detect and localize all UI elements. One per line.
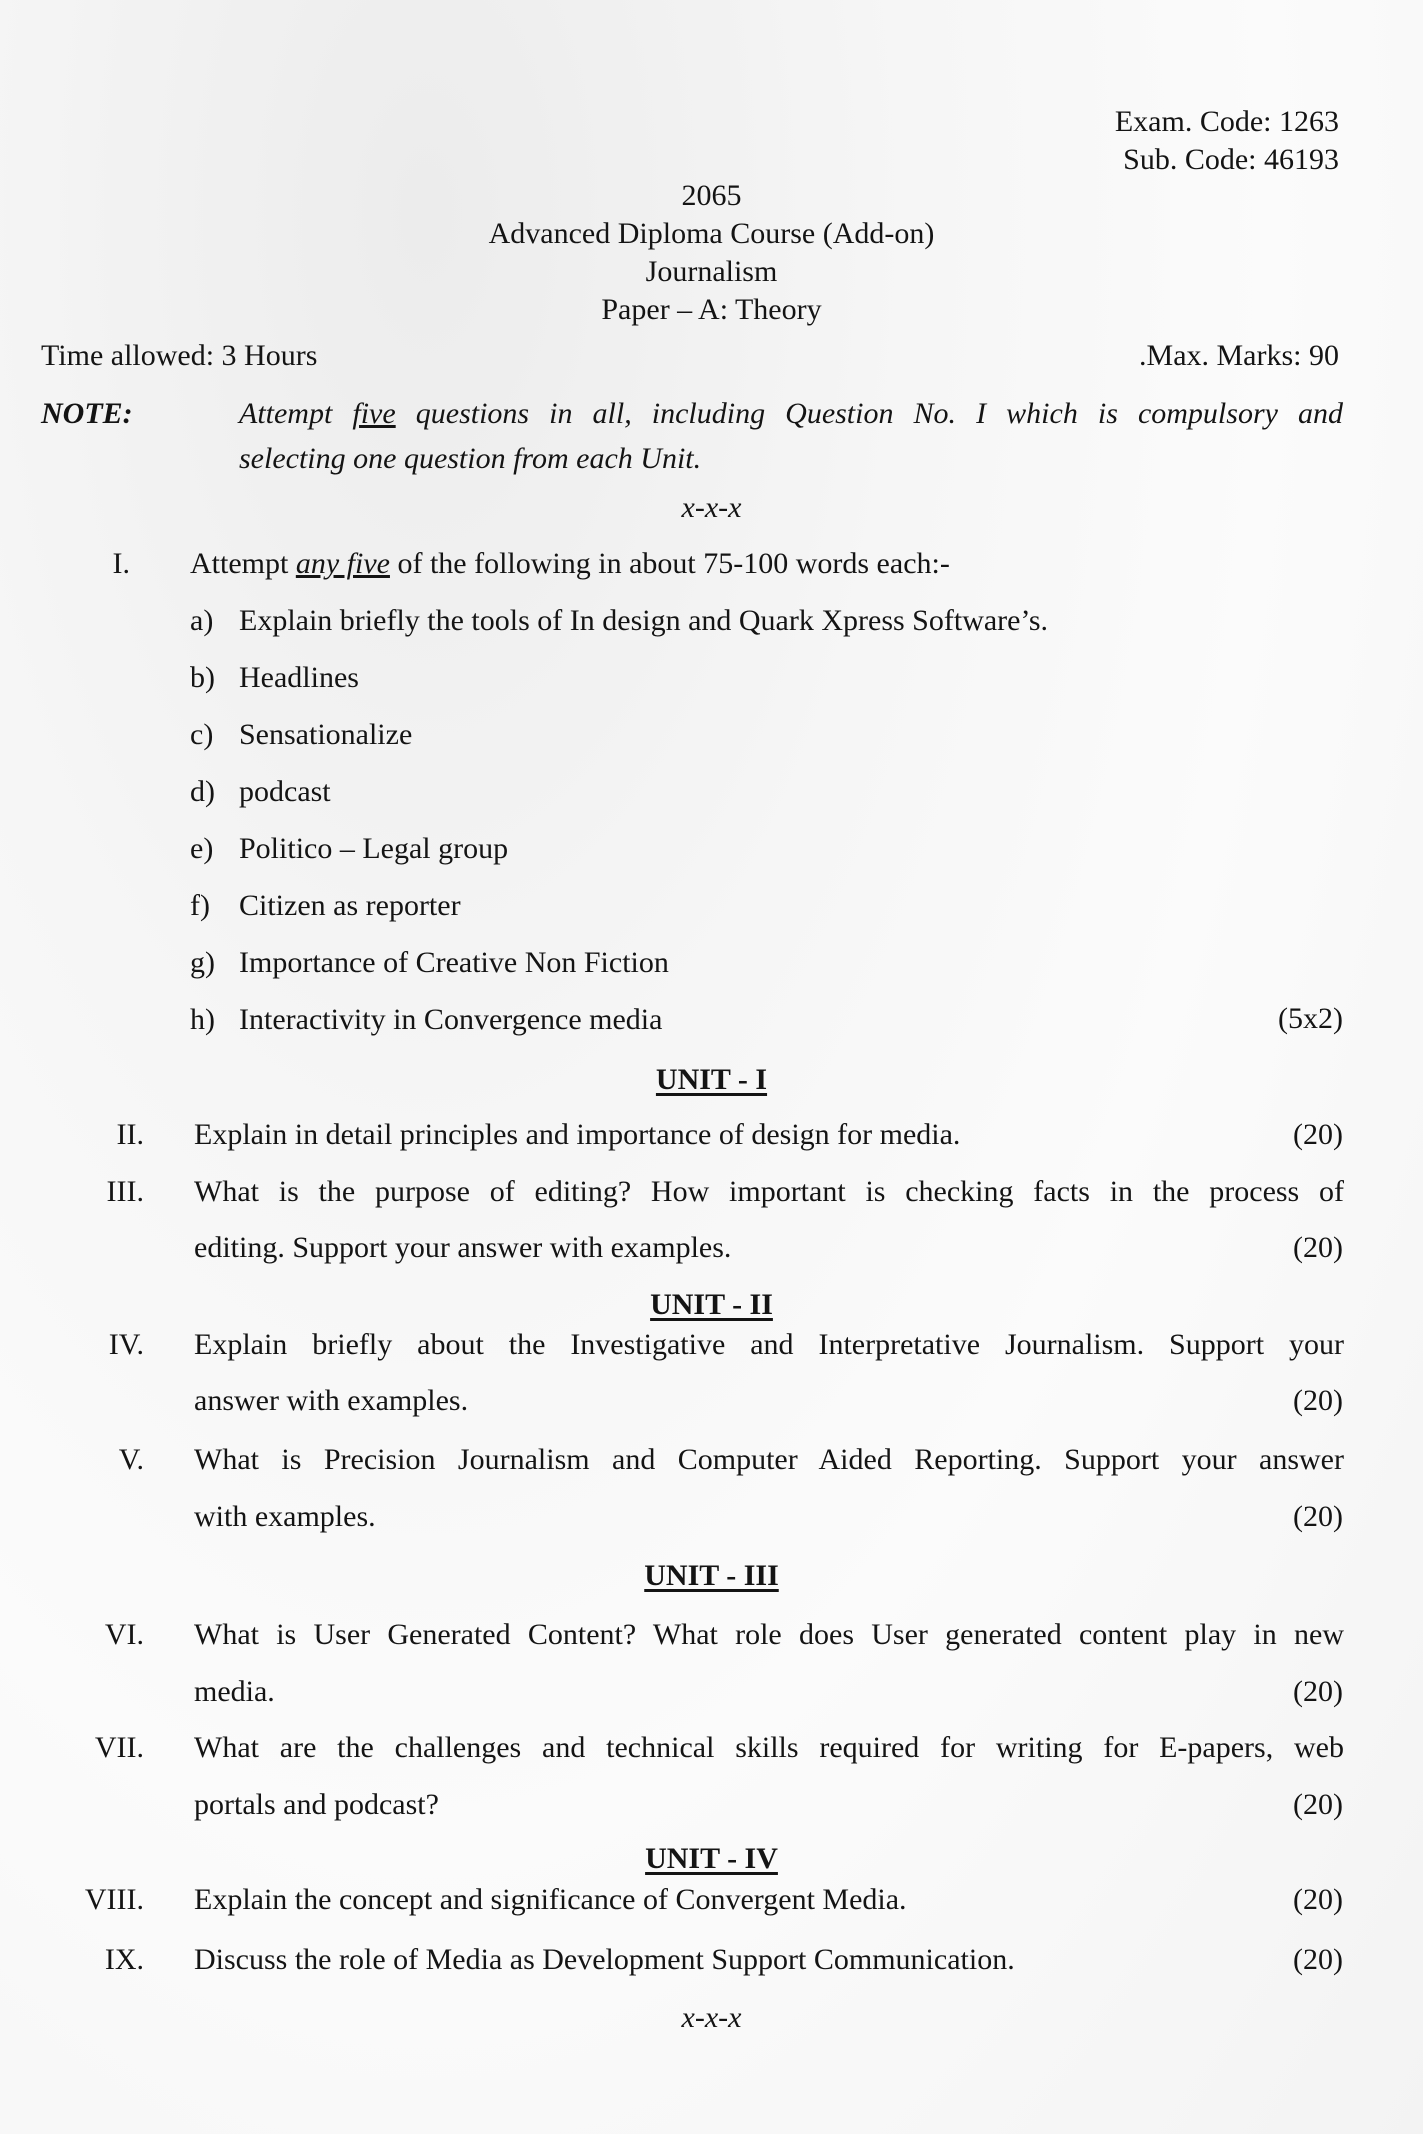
item-label: e) (190, 832, 214, 865)
note-line-1 (239, 396, 1343, 432)
paper-title: Paper – A: Theory (601, 293, 822, 326)
separator: x-x-x (681, 491, 742, 524)
note-label: NOTE: (41, 397, 133, 430)
question-text: What is the purpose of editing? How important is checking facts in the process of (194, 1175, 1344, 1208)
note-emphasis: five (352, 397, 396, 430)
question-text: Explain in detail principles and importance of design for media. (194, 1118, 961, 1151)
max-marks: .Max. Marks: 90 (1139, 339, 1339, 372)
item-label: h) (190, 1003, 215, 1036)
item-label: a) (190, 604, 214, 637)
question-number: IV. (108, 1328, 144, 1361)
q1-text: Attempt (190, 547, 296, 580)
item-text: Explain briefly the tools of In design and Quark Xpress Software’s. (239, 604, 1048, 637)
item-text: Headlines (239, 661, 359, 694)
course-title: Advanced Diploma Course (Add-on) (488, 217, 935, 250)
exam-code: Exam. Code: 1263 (1114, 105, 1339, 138)
item-text: Politico – Legal group (239, 832, 509, 865)
question-marks: (20) (1293, 1384, 1343, 1417)
q1-emphasis: any five (295, 547, 390, 580)
question-text: Discuss the role of Media as Development Support Communication. (194, 1943, 1015, 1976)
question-marks: (20) (1293, 1500, 1343, 1533)
question-number: I. (112, 547, 130, 580)
question-number: VI. (104, 1618, 144, 1651)
question-number: V. (118, 1443, 144, 1476)
question-text: What is Precision Journalism and Computer Aided Reporting. Support your answer (194, 1443, 1344, 1476)
item-label: b) (190, 661, 215, 694)
question-text: with examples. (194, 1500, 376, 1533)
question-text: portals and podcast? (194, 1788, 439, 1821)
item-label: c) (190, 718, 214, 751)
footer-separator: x-x-x (681, 2001, 742, 2034)
item-label: f) (190, 889, 210, 922)
item-text: podcast (239, 775, 331, 808)
unit-heading: UNIT - IV (645, 1842, 778, 1875)
unit-heading: UNIT - II (650, 1288, 773, 1321)
question-text: What is User Generated Content? What role does User generated content play in new (194, 1618, 1344, 1651)
item-text: Importance of Creative Non Fiction (239, 946, 669, 979)
exam-year: 2065 (681, 179, 742, 212)
question-text: media. (194, 1675, 275, 1708)
question-marks: (20) (1293, 1675, 1343, 1708)
question-number: VII. (94, 1731, 144, 1764)
item-label: g) (190, 946, 215, 979)
note-text: questions in all, including Question No. I which is compulsory and (395, 397, 1343, 430)
question-marks: (20) (1293, 1231, 1343, 1264)
note-text: Attempt (239, 397, 353, 430)
question-marks: (20) (1293, 1883, 1343, 1916)
item-text: Citizen as reporter (239, 889, 461, 922)
question-text: Explain the concept and significance of Convergent Media. (194, 1883, 907, 1916)
q1-text: of the following in about 75-100 words each:- (389, 547, 950, 580)
question-text: What are the challenges and technical skills required for writing for E-papers, web (194, 1731, 1344, 1764)
question-1-text (190, 546, 950, 582)
sub-code: Sub. Code: 46193 (1123, 143, 1339, 176)
question-text: Explain briefly about the Investigative and Interpretative Journalism. Support your (194, 1328, 1344, 1361)
question-marks: (20) (1293, 1118, 1343, 1151)
question-number: VIII. (84, 1883, 144, 1916)
unit-heading: UNIT - I (655, 1063, 768, 1096)
item-label: d) (190, 775, 215, 808)
item-text: Sensationalize (239, 718, 413, 751)
question-marks: (5x2) (1278, 1002, 1343, 1035)
question-number: II. (116, 1118, 144, 1151)
question-number: III. (106, 1175, 144, 1208)
unit-heading: UNIT - III (644, 1559, 779, 1592)
question-text: answer with examples. (194, 1384, 469, 1417)
subject-title: Journalism (645, 255, 778, 288)
question-marks: (20) (1293, 1943, 1343, 1976)
note-line-2: selecting one question from each Unit. (239, 442, 702, 475)
question-marks: (20) (1293, 1788, 1343, 1821)
question-number: IX. (104, 1943, 144, 1976)
time-allowed: Time allowed: 3 Hours (41, 339, 318, 372)
item-text: Interactivity in Convergence media (239, 1003, 663, 1036)
question-text: editing. Support your answer with examples. (194, 1231, 732, 1264)
